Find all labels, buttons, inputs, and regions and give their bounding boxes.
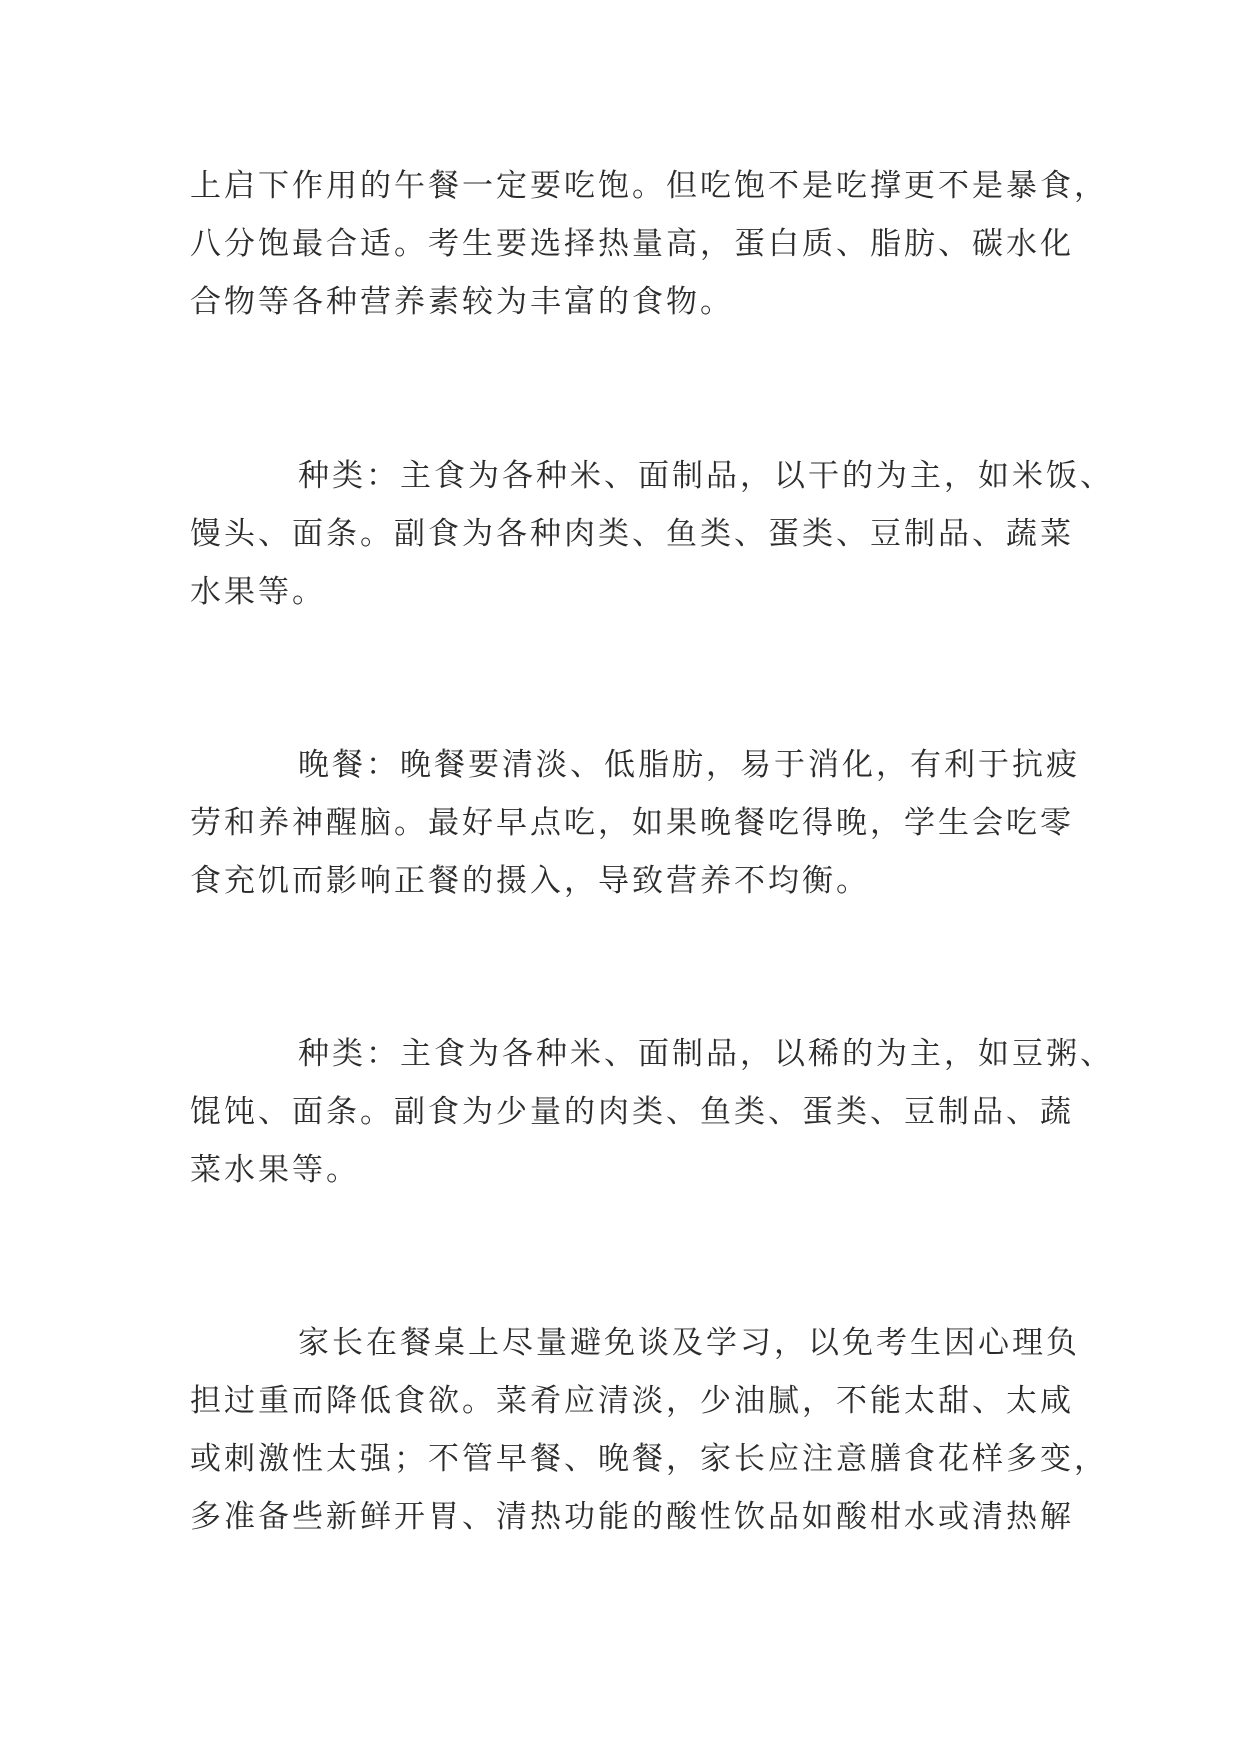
text-line: 劳和养神醒脑。最好早点吃，如果晚餐吃得晚，学生会吃零: [190, 805, 1074, 841]
text-line: 种类：主食为各种米、面制品，以稀的为主，如豆粥、: [298, 1036, 1114, 1072]
text-line: 馄饨、面条。副食为少量的肉类、鱼类、蛋类、豆制品、蔬: [190, 1094, 1074, 1130]
text-line: 担过重而降低食欲。菜肴应清淡，少油腻，不能太甜、太咸: [190, 1383, 1074, 1419]
text-line: 或刺激性太强；不管早餐、晚餐，家长应注意膳食花样多变，: [190, 1441, 1108, 1477]
text-line: 家长在餐桌上尽量避免谈及学习，以免考生因心理负: [298, 1325, 1080, 1361]
text-line: 种类：主食为各种米、面制品，以干的为主，如米饭、: [298, 458, 1114, 494]
text-line: 合物等各种营养素较为丰富的食物。: [190, 284, 734, 320]
text-line: 多准备些新鲜开胃、清热功能的酸性饮品如酸柑水或清热解: [190, 1499, 1074, 1535]
text-line: 馒头、面条。副食为各种肉类、鱼类、蛋类、豆制品、蔬菜: [190, 516, 1074, 552]
text-line: 八分饱最合适。考生要选择热量高，蛋白质、脂肪、碳水化: [190, 226, 1074, 262]
text-line: 菜水果等。: [190, 1152, 360, 1188]
text-line: 晚餐：晚餐要清淡、低脂肪，易于消化，有利于抗疲: [298, 747, 1080, 783]
text-line: 食充饥而影响正餐的摄入，导致营养不均衡。: [190, 863, 870, 899]
text-line: 水果等。: [190, 574, 326, 610]
text-line: 上启下作用的午餐一定要吃饱。但吃饱不是吃撑更不是暴食，: [190, 168, 1108, 204]
